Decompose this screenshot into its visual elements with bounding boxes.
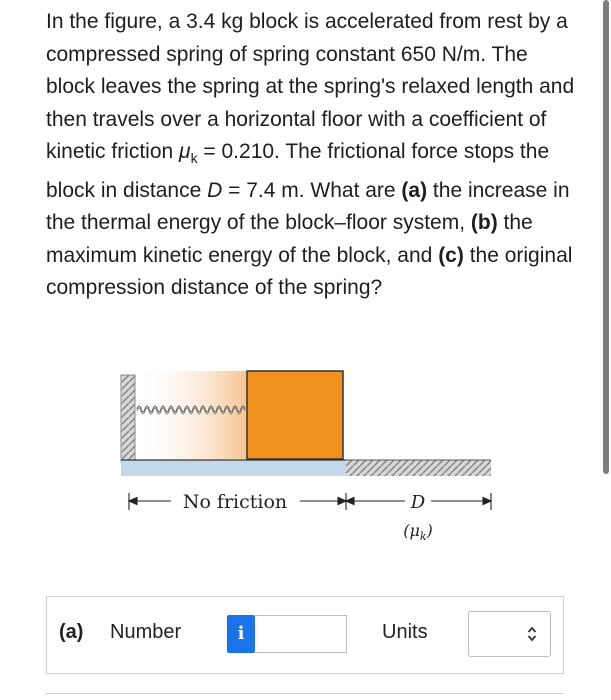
units-select[interactable]	[468, 611, 551, 657]
question-part-5: the maximum kinetic energy of the block, and	[46, 211, 533, 267]
part-a-label: (a)	[59, 621, 84, 643]
part-b-tag: (b)	[470, 211, 498, 235]
part-a-tag: (a)	[401, 178, 428, 202]
spring-glow	[135, 371, 247, 459]
scrollbar[interactable]	[603, 0, 609, 474]
question-part-4: the increase in the thermal energy of the block–floor system,	[46, 178, 570, 235]
number-input[interactable]	[255, 615, 347, 653]
answer-row-a	[46, 596, 564, 674]
units-label: Units	[382, 621, 428, 643]
d-label: D	[410, 492, 426, 513]
mu-k-label: $(\mu_k)$	[403, 521, 433, 543]
number-label: Number	[110, 621, 182, 643]
wall	[121, 375, 135, 462]
divider	[46, 693, 564, 694]
frictionless-floor	[121, 460, 346, 476]
mu-subscript: k	[190, 150, 198, 167]
physics-figure	[115, 368, 500, 553]
block	[247, 371, 343, 459]
question-part-1: In the figure, a 3.4 kg block is accelerated from rest by a compressed spring of spring constant 650 N/m. The block leaves the spring at the spring's relaxed length and then travels over a horizontal floor with a coefficient of kinetic friction	[46, 10, 575, 163]
question-part-6: the original compression distance of the spring?	[46, 243, 573, 300]
up-down-chevron-icon	[527, 624, 537, 644]
question-text	[46, 6, 576, 305]
mu-symbol: μ	[179, 140, 191, 163]
d-symbol: D	[207, 178, 223, 202]
question-part-3: = 7.4 m. What are	[222, 178, 402, 202]
friction-floor	[346, 460, 491, 476]
no-friction-label: No friction	[182, 491, 288, 513]
part-c-tag: (c)	[438, 243, 464, 267]
question-part-2: = 0.210. The frictional force stops the block in distance	[46, 140, 550, 202]
info-icon[interactable]: i	[227, 615, 255, 653]
